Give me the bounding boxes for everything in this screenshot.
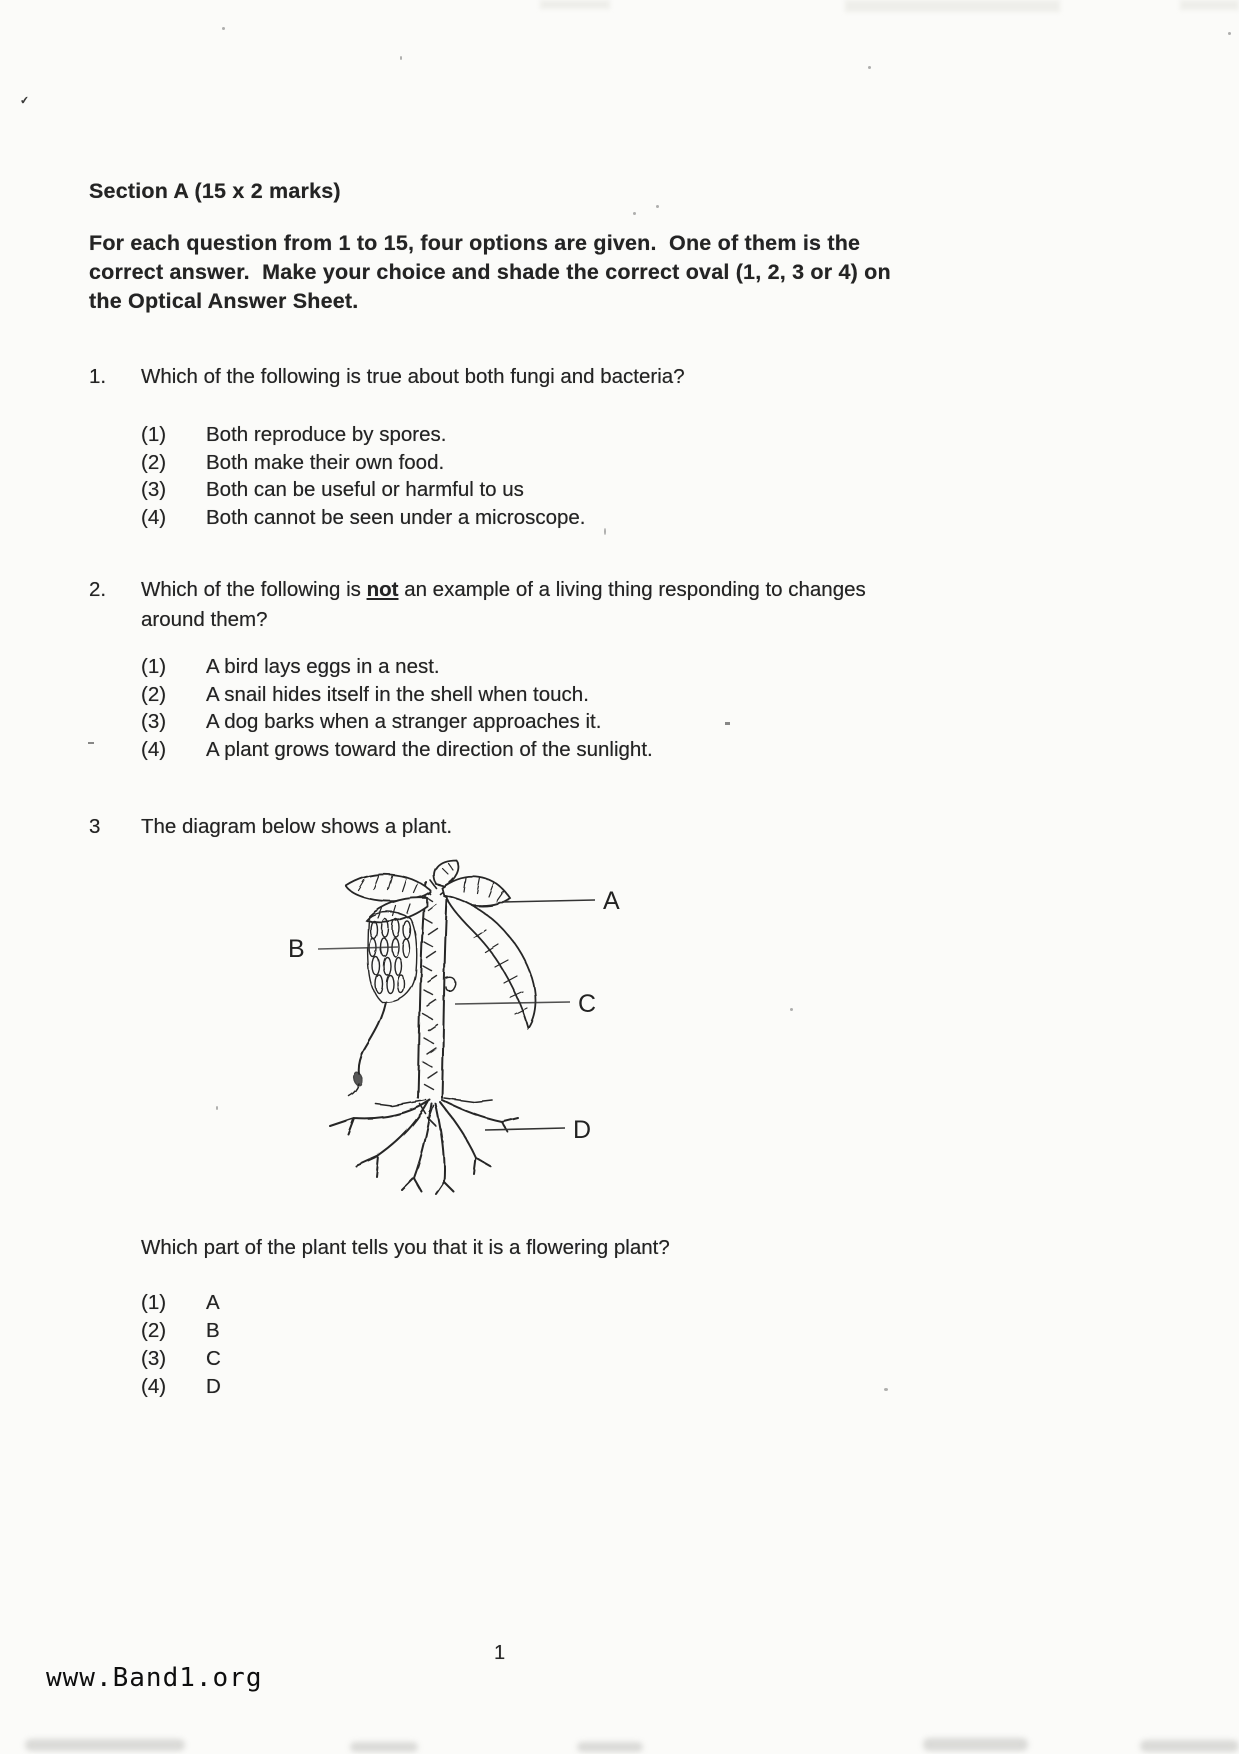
option-row bbox=[141, 738, 941, 766]
scan-speck bbox=[222, 27, 225, 30]
scan-speck bbox=[884, 1388, 888, 1391]
scan-streak bbox=[1180, 0, 1239, 10]
scan-speck bbox=[790, 1008, 793, 1011]
question-3-text: The diagram below shows a plant. bbox=[141, 815, 453, 838]
diagram-label-b: B bbox=[288, 935, 305, 963]
option-text: A snail hides itself in the shell when touch. bbox=[206, 682, 589, 706]
question-2-text-part1: Which of the following is bbox=[141, 578, 361, 601]
watermark: www.Band1.org bbox=[46, 1663, 263, 1693]
leader-line-a bbox=[502, 900, 595, 902]
instructions-block bbox=[89, 229, 929, 316]
diagram-leader-lines bbox=[318, 900, 595, 1130]
scan-speck bbox=[1228, 32, 1231, 35]
question-2-text-line2: around them? bbox=[141, 608, 268, 631]
question-2-options bbox=[141, 655, 941, 765]
option-row bbox=[141, 478, 901, 506]
page-number: 1 bbox=[494, 1642, 506, 1664]
option-text: B bbox=[206, 1319, 220, 1342]
option-label: (4) bbox=[141, 505, 167, 529]
scan-speck bbox=[868, 66, 871, 69]
option-text: Both reproduce by spores. bbox=[206, 423, 447, 446]
question-2-emphasis: not bbox=[366, 578, 399, 601]
plant-stem bbox=[418, 880, 455, 1098]
scan-streak bbox=[845, 0, 1060, 12]
scan-streak bbox=[540, 0, 610, 9]
question-3-sub-question: Which part of the plant tells you that it is a flowering plant? bbox=[141, 1236, 670, 1259]
option-text: A dog barks when a stranger approaches it. bbox=[206, 710, 602, 733]
question-3-number: 3 bbox=[89, 815, 101, 838]
scan-dash bbox=[88, 742, 94, 744]
leader-line-c bbox=[455, 1002, 570, 1004]
option-label: (1) bbox=[141, 655, 167, 678]
instruction-line: the Optical Answer Sheet. bbox=[89, 289, 359, 313]
option-row bbox=[141, 710, 941, 738]
scan-speck bbox=[400, 56, 402, 60]
option-row bbox=[141, 451, 901, 479]
scan-speck bbox=[656, 205, 659, 208]
plant-sketch bbox=[330, 860, 535, 1194]
option-row bbox=[141, 683, 941, 711]
option-text: Both can be useful or harmful to us bbox=[206, 478, 524, 501]
scan-speck bbox=[216, 1106, 218, 1110]
option-label: (1) bbox=[141, 1291, 167, 1314]
plant-diagram bbox=[270, 852, 700, 1212]
option-row bbox=[141, 1319, 541, 1347]
section-heading: Section A (15 x 2 marks) bbox=[89, 179, 341, 203]
option-label: (3) bbox=[141, 1347, 167, 1370]
question-1-text: Which of the following is true about both fungi and bacteria? bbox=[141, 365, 685, 388]
option-label: (4) bbox=[141, 737, 167, 761]
option-label: (3) bbox=[141, 478, 167, 501]
scan-blob bbox=[923, 1738, 1028, 1751]
option-row bbox=[141, 1375, 541, 1403]
option-text: A plant grows toward the direction of the sunlight. bbox=[206, 737, 653, 761]
option-row bbox=[141, 655, 941, 683]
instruction-line: correct answer. Make your choice and shade the correct oval (1, 2, 3 or 4) on bbox=[89, 260, 891, 284]
option-label: (1) bbox=[141, 423, 167, 446]
option-text: A bird lays eggs in a nest. bbox=[206, 655, 440, 678]
diagram-label-c: C bbox=[578, 990, 597, 1018]
question-2-number: 2. bbox=[89, 578, 107, 601]
scan-blob bbox=[350, 1742, 418, 1752]
option-label: (2) bbox=[141, 450, 167, 474]
option-text: Both cannot be seen under a microscope. bbox=[206, 505, 586, 529]
option-text: C bbox=[206, 1347, 221, 1370]
scan-blob bbox=[25, 1739, 185, 1751]
question-2 bbox=[89, 577, 1009, 603]
option-label: (4) bbox=[141, 1375, 167, 1398]
option-label: (3) bbox=[141, 710, 167, 733]
option-row bbox=[141, 1291, 541, 1319]
diagram-label-d: D bbox=[573, 1116, 592, 1144]
option-text: D bbox=[206, 1375, 221, 1398]
leader-line-b bbox=[318, 947, 398, 949]
scan-blob bbox=[577, 1742, 643, 1752]
option-row bbox=[141, 423, 901, 451]
option-label: (2) bbox=[141, 682, 167, 706]
question-3 bbox=[89, 814, 989, 840]
option-text: Both make their own food. bbox=[206, 450, 445, 474]
scan-speck bbox=[633, 212, 636, 215]
option-label: (2) bbox=[141, 1319, 167, 1342]
question-2-text-part2: an example of a living thing responding to changes bbox=[404, 578, 866, 601]
option-row bbox=[141, 506, 901, 534]
question-3-options bbox=[141, 1291, 541, 1403]
question-1-number: 1. bbox=[89, 365, 107, 388]
option-text: A bbox=[206, 1291, 220, 1314]
plant-fruit-bunch bbox=[349, 912, 417, 1096]
leader-line-d bbox=[485, 1128, 565, 1130]
plant-roots bbox=[330, 1098, 518, 1194]
scan-blob bbox=[1140, 1740, 1239, 1752]
diagram-label-a: A bbox=[603, 887, 620, 915]
question-1 bbox=[89, 364, 989, 390]
question-1-options bbox=[141, 423, 901, 533]
option-row bbox=[141, 1347, 541, 1375]
question-2-text bbox=[141, 577, 1009, 603]
instruction-line: For each question from 1 to 15, four options are given. One of them is the bbox=[89, 231, 861, 255]
pencil-tick-mark: ✔ bbox=[19, 94, 30, 108]
